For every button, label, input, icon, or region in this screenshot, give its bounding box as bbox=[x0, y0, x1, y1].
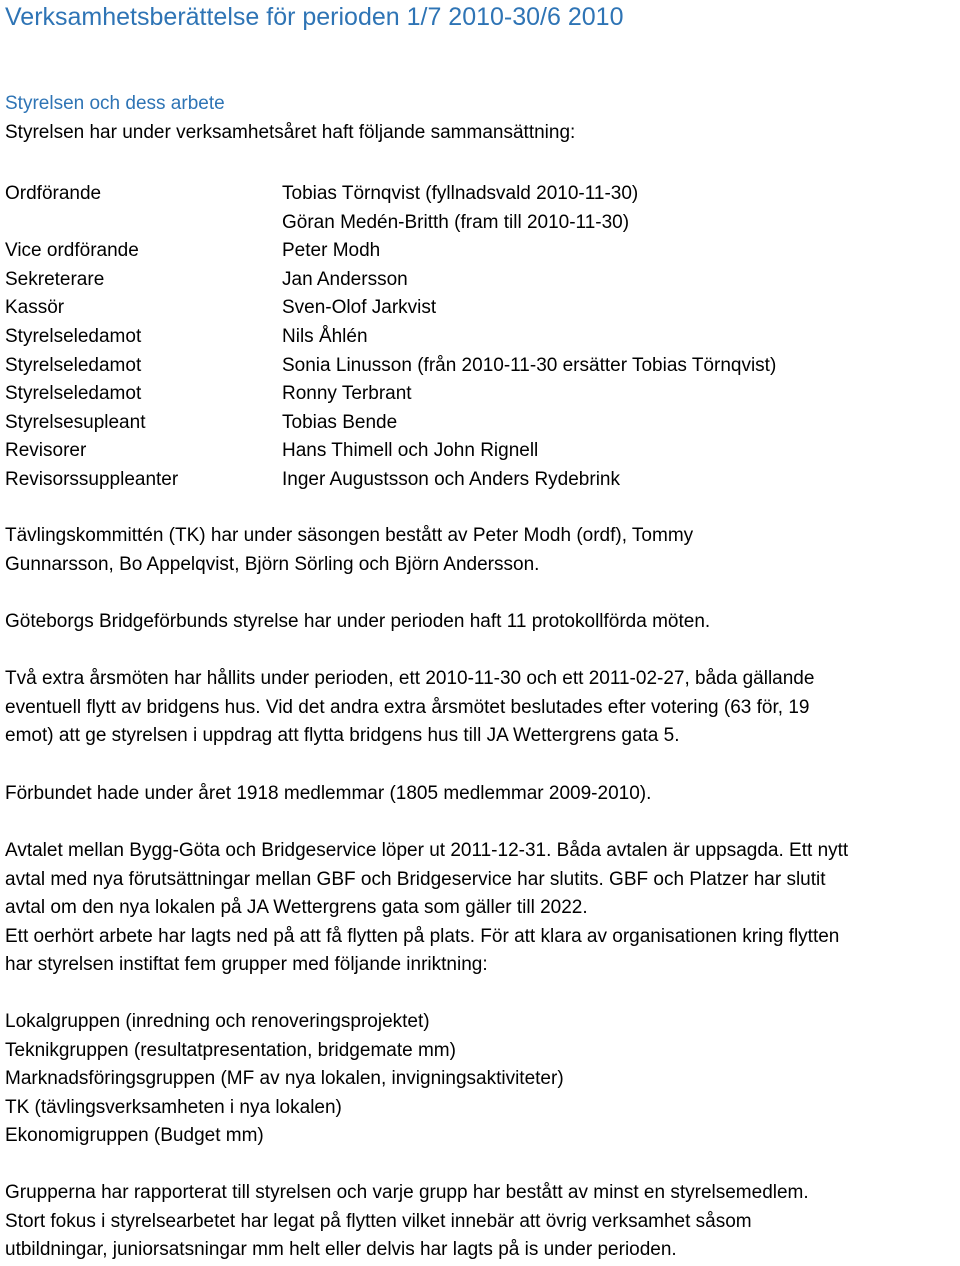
list-item: TK (tävlingsverksamheten i nya lokalen) bbox=[5, 1096, 342, 1118]
board-member-name: Tobias Törnqvist (fyllnadsvald 2010-11-30) bbox=[282, 183, 639, 204]
board-row bbox=[5, 180, 945, 209]
group-list bbox=[5, 1008, 564, 1151]
list-item: Ekonomigruppen (Budget mm) bbox=[5, 1125, 264, 1147]
board-row bbox=[5, 380, 945, 409]
paragraph-line: Stort fokus i styrelsearbetet har legat på flytten vilket innebär att övrig verksamhet såsom bbox=[5, 1210, 752, 1232]
paragraph-line: avtal om den nya lokalen på JA Wettergrens gata som gäller till 2022. bbox=[5, 897, 588, 919]
board-role: Vice ordförande bbox=[5, 240, 139, 262]
paragraph-line: Göteborgs Bridgeförbunds styrelse har under perioden haft 11 protokollförda möten. bbox=[5, 611, 711, 632]
board-row bbox=[5, 209, 945, 238]
board-member-name: Nils Åhlén bbox=[282, 325, 368, 347]
board-role: Revisorssuppleanter bbox=[5, 468, 179, 490]
board-role: Styrelseledamot bbox=[5, 383, 142, 405]
board-member-name: Ronny Terbrant bbox=[282, 383, 412, 405]
paragraph-line: Tävlingskommittén (TK) har under säsongen bestått av Peter Modh (ordf), Tommy bbox=[5, 525, 694, 546]
paragraph-line: Förbundet hade under året 1918 medlemmar (1805 medlemmar 2009-2010). bbox=[5, 783, 652, 804]
paragraph-line: avtal med nya förutsättningar mellan GBF och Bridgeservice har slutits. GBF och Platzer har slutit bbox=[5, 868, 826, 890]
paragraph-line: emot) att ge styrelsen i uppdrag att flytta bridgens hus till JA Wettergrens gata 5. bbox=[5, 725, 680, 747]
paragraph-line: har styrelsen instiftat fem grupper med följande inriktning: bbox=[5, 954, 488, 976]
board-role: Styrelseledamot bbox=[5, 354, 142, 376]
board-member-name: Peter Modh bbox=[282, 240, 381, 262]
board-role: Styrelsesupleant bbox=[5, 411, 146, 433]
paragraph-line: Gunnarsson, Bo Appelqvist, Björn Sörling och Björn Andersson. bbox=[5, 553, 540, 575]
document-title: Verksamhetsberättelse för perioden 1/7 2010-30/6 2010 bbox=[5, 3, 624, 31]
board-role: Sekreterare bbox=[5, 268, 105, 290]
board-member-name: Göran Medén-Britth (fram till 2010-11-30) bbox=[282, 211, 630, 233]
board-member-name: Sven-Olof Jarkvist bbox=[282, 297, 437, 319]
board-row bbox=[5, 437, 945, 466]
board-role: Revisorer bbox=[5, 440, 87, 462]
board-row bbox=[5, 323, 945, 352]
board-row bbox=[5, 466, 945, 495]
board-row bbox=[5, 409, 945, 438]
paragraph-line: Ett oerhört arbete har lagts ned på att få flytten på plats. För att klara av organisationen kring flytten bbox=[5, 925, 840, 947]
board-composition-table bbox=[5, 180, 945, 495]
board-member-name: Hans Thimell och John Rignell bbox=[282, 440, 539, 462]
paragraph-line: Två extra årsmöten har hållits under perioden, ett 2010-11-30 och ett 2011-02-27, båda gällande bbox=[5, 668, 815, 689]
board-row bbox=[5, 237, 945, 266]
paragraph-line: Avtalet mellan Bygg-Göta och Bridgeservice löper ut 2011-12-31. Båda avtalen är uppsagda. Ett nytt bbox=[5, 840, 849, 861]
board-intro: Styrelsen har under verksamhetsåret haft följande sammansättning: bbox=[5, 122, 576, 143]
board-row bbox=[5, 266, 945, 295]
board-role: Ordförande bbox=[5, 183, 102, 204]
board-row bbox=[5, 294, 945, 323]
section-heading: Styrelsen och dess arbete bbox=[5, 93, 225, 114]
paragraph-line: utbildningar, juniorsatsningar mm helt eller delvis har lagts på is under perioden. bbox=[5, 1239, 677, 1261]
paragraph-line: eventuell flytt av bridgens hus. Vid det andra extra årsmötet beslutades efter votering (63 för, 19 bbox=[5, 696, 810, 718]
paragraph-agreements bbox=[5, 837, 957, 980]
paragraph-line: Grupperna har rapporterat till styrelsen och varje grupp har bestått av minst en styrelsemedlem. bbox=[5, 1182, 809, 1203]
paragraph-tk bbox=[5, 522, 957, 579]
paragraph-meetings bbox=[5, 608, 957, 637]
list-item: Lokalgruppen (inredning och renoveringsprojektet) bbox=[5, 1011, 430, 1032]
board-member-name: Tobias Bende bbox=[282, 411, 398, 433]
board-member-name: Jan Andersson bbox=[282, 268, 408, 290]
list-item: Marknadsföringsgruppen (MF av nya lokalen, invigningsaktiviteter) bbox=[5, 1068, 564, 1090]
board-member-name: Inger Augustsson och Anders Rydebrink bbox=[282, 468, 620, 490]
paragraph-closing bbox=[5, 1179, 957, 1265]
list-item: Teknikgruppen (resultatpresentation, bridgemate mm) bbox=[5, 1039, 456, 1061]
board-member-name: Sonia Linusson (från 2010-11-30 ersätter Tobias Törnqvist) bbox=[282, 354, 777, 376]
board-row bbox=[5, 352, 945, 381]
board-role: Styrelseledamot bbox=[5, 325, 142, 347]
paragraph-extra-meetings bbox=[5, 665, 957, 751]
paragraph-members bbox=[5, 780, 957, 809]
board-role: Kassör bbox=[5, 297, 65, 319]
